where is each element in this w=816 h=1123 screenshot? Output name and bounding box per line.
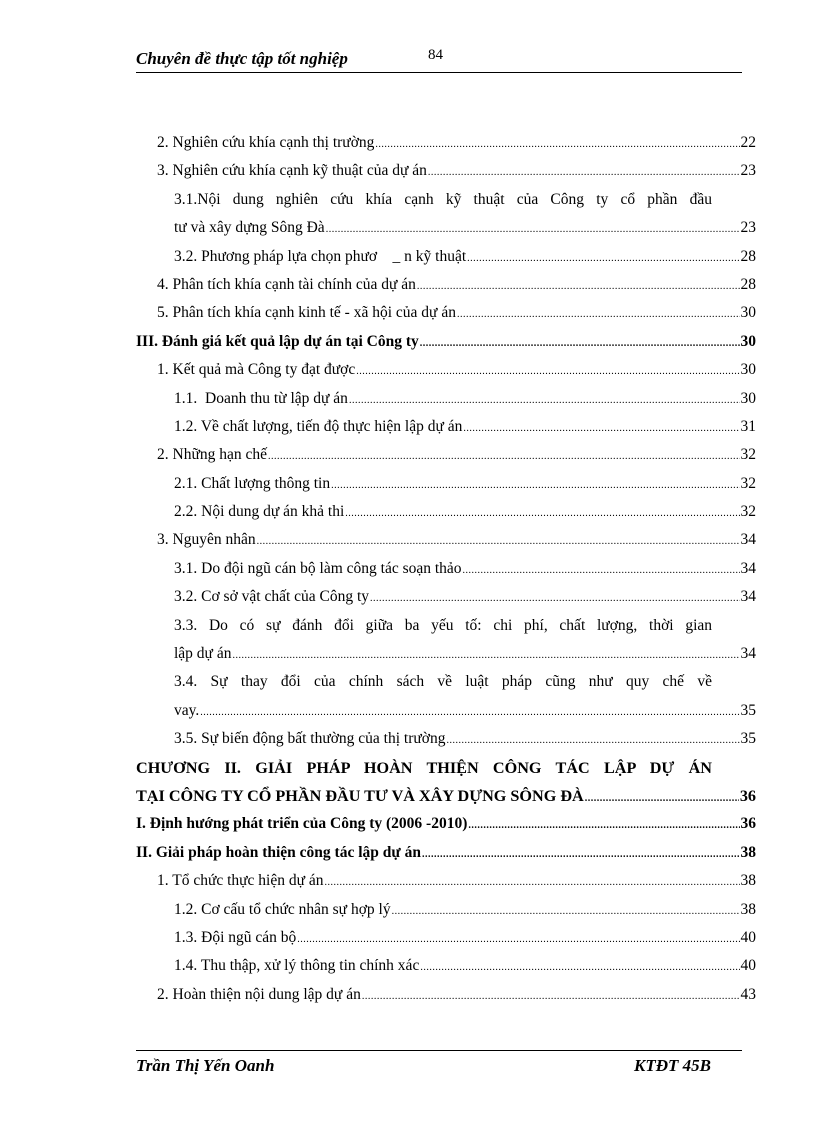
toc-entry-continuation[interactable]: tư và xây dựng Sông Đà ..... 23: [136, 215, 756, 243]
toc-chapter-heading-continuation[interactable]: TẠI CÔNG TY CỔ PHẦN ĐẦU TƯ VÀ XÂY DỰNG SÔNG ĐÀ ..... 36: [136, 783, 756, 811]
table-of-contents: [136, 130, 756, 1010]
header-title: Chuyên đề thực tập tốt nghiệp: [136, 49, 348, 68]
toc-entry[interactable]: 3.1.Nội dung nghiên cứu khía cạnh kỹ thuật của Công ty cổ phần đầu: [174, 190, 712, 208]
toc-entry[interactable]: 3. Nguyên nhân ..... 34: [136, 527, 756, 555]
toc-entry[interactable]: 1. Tổ chức thực hiện dự án ..... 38: [136, 868, 756, 896]
footer-rule: [136, 1050, 742, 1051]
toc-entry[interactable]: 2. Hoàn thiện nội dung lập dự án ..... 43: [136, 982, 756, 1010]
toc-entry[interactable]: 2.2. Nội dung dự án khả thi ..... 32: [136, 499, 756, 527]
toc-entry[interactable]: 1.1. Doanh thu từ lập dự án ..... 30: [136, 386, 756, 414]
toc-entry-continuation[interactable]: lập dự án ..... 34: [136, 641, 756, 669]
toc-entry-continuation[interactable]: vay. ..... 35: [136, 698, 756, 726]
toc-chapter-heading[interactable]: CHƯƠNG II. GIẢI PHÁP HOÀN THIỆN CÔNG TÁC LẬP DỰ ÁN: [136, 758, 712, 777]
toc-entry[interactable]: 4. Phân tích khía cạnh tài chính của dự án ..... 28: [136, 272, 756, 300]
toc-entry[interactable]: 2. Nghiên cứu khía cạnh thị trường ..... 22: [136, 130, 756, 158]
toc-entry[interactable]: 1.2. Cơ cấu tổ chức nhân sự hợp lý ..... 38: [136, 897, 756, 925]
toc-entry[interactable]: 1. Kết quả mà Công ty đạt được ..... 30: [136, 357, 756, 385]
header-rule: [136, 72, 742, 73]
toc-entry[interactable]: 5. Phân tích khía cạnh kinh tế - xã hội của dự án ..... 30: [136, 300, 756, 328]
footer-class-code: KTĐT 45B: [634, 1056, 711, 1075]
toc-entry[interactable]: 1.4. Thu thập, xử lý thông tin chính xác ..... 40: [136, 953, 756, 981]
toc-entry[interactable]: 2.1. Chất lượng thông tin ..... 32: [136, 471, 756, 499]
toc-entry[interactable]: 1.3. Đội ngũ cán bộ ..... 40: [136, 925, 756, 953]
toc-section-heading[interactable]: I. Định hướng phát triển của Công ty (2006 -2010) ..... 36: [136, 811, 756, 839]
toc-entry[interactable]: 3.1. Do đội ngũ cán bộ làm công tác soạn thảo ..... 34: [136, 556, 756, 584]
toc-entry[interactable]: 3. Nghiên cứu khía cạnh kỹ thuật của dự án ..... 23: [136, 158, 756, 186]
toc-entry[interactable]: 3.2. Cơ sở vật chất của Công ty ..... 34: [136, 584, 756, 612]
toc-entry[interactable]: 1.2. Về chất lượng, tiến độ thực hiện lập dự án ..... 31: [136, 414, 756, 442]
toc-entry[interactable]: 3.4. Sự thay đổi của chính sách về luật pháp cũng như quy chế về: [174, 673, 712, 691]
toc-entry[interactable]: 3.2. Phương pháp lựa chọn phươ _ n kỹ thuật ..... 28: [136, 244, 756, 272]
toc-entry[interactable]: 3.5. Sự biến động bất thường của thị trường ..... 35: [136, 726, 756, 754]
footer-author: Trần Thị Yến Oanh: [136, 1056, 275, 1075]
toc-section-heading[interactable]: III. Đánh giá kết quả lập dự án tại Công ty ..... 30: [136, 329, 756, 357]
toc-section-heading[interactable]: II. Giải pháp hoàn thiện công tác lập dự án ..... 38: [136, 840, 756, 868]
toc-entry[interactable]: 2. Những hạn chế ..... 32: [136, 442, 756, 470]
page-number: 84: [428, 47, 443, 63]
toc-entry[interactable]: 3.3. Do có sự đánh đổi giữa ba yếu tố: chi phí, chất lượng, thời gian: [174, 616, 712, 634]
